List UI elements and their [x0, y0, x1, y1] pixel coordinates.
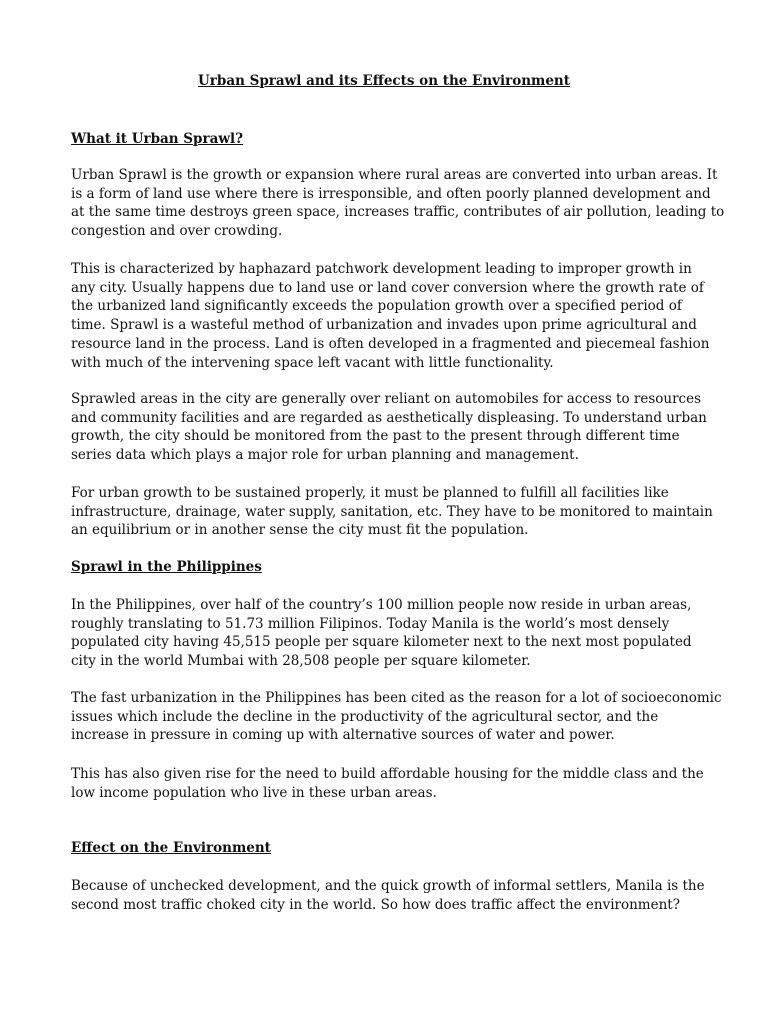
paragraph-sustained-growth — [71, 484, 711, 540]
text-line: resource land in the process. Land is often developed in a fragmented and piecemeal fashion — [71, 335, 710, 352]
paragraph-characteristics — [71, 260, 711, 372]
paragraph-philippines-population — [71, 596, 711, 671]
text-line: Because of unchecked development, and the quick growth of informal settlers, Manila is the — [71, 878, 705, 894]
paragraph-traffic — [71, 877, 711, 914]
text-line: the urbanized land significantly exceeds the population growth over a specified period of — [71, 298, 682, 315]
document-title: Urban Sprawl and its Effects on the Environment — [198, 73, 570, 89]
text-line: second most traffic choked city in the world. So how does traffic affect the environment? — [71, 896, 680, 913]
paragraph-urbanization-issues — [71, 689, 722, 745]
text-line: For urban growth to be sustained properly, it must be planned to fulfill all facilities like — [71, 485, 669, 501]
text-line: issues which include the decline in the productivity of the agricultural sector, and the — [71, 708, 659, 725]
text-line: with much of the intervening space left vacant with little functionality. — [71, 354, 554, 371]
text-line: city in the world Mumbai with 28,508 people per square kilometer. — [71, 653, 531, 670]
text-line: is a form of land use where there is irresponsible, and often poorly planned development and — [71, 185, 711, 202]
heading-sprawl-in-philippines: Sprawl in the Philippines — [71, 559, 262, 575]
paragraph-definition — [71, 166, 725, 241]
text-line: congestion and over crowding. — [71, 223, 283, 240]
text-line: any city. Usually happens due to land use or land cover conversion where the growth rate of — [71, 279, 704, 296]
text-line: low income population who live in these urban areas. — [71, 784, 437, 801]
text-line: time. Sprawl is a wasteful method of urbanization and invades upon prime agricultural and — [71, 317, 697, 334]
text-line: Urban Sprawl is the growth or expansion where rural areas are converted into urban areas. It — [71, 167, 718, 183]
paragraph-affordable-housing — [71, 765, 711, 802]
text-line: In the Philippines, over half of the country’s 100 million people now reside in urban areas, — [71, 597, 692, 613]
text-line: increase in pressure in coming up with alternative sources of water and power. — [71, 727, 615, 744]
paragraph-sprawled-areas — [71, 390, 711, 465]
text-line: roughly translating to 51.73 million Filipinos. Today Manila is the world’s most densely — [71, 615, 670, 632]
text-line: at the same time destroys green space, increases traffic, contributes of air pollution, leading to — [71, 204, 725, 221]
text-line: series data which plays a major role for urban planning and management. — [71, 447, 579, 464]
text-line: populated city having 45,515 people per square kilometer next to the next most populated — [71, 634, 692, 651]
text-line: an equilibrium or in another sense the city must fit the population. — [71, 522, 529, 539]
text-line: and community facilities and are regarded as aesthetically displeasing. To understand urban — [71, 409, 707, 426]
text-line: The fast urbanization in the Philippines has been cited as the reason for a lot of socioeconomic — [71, 690, 722, 706]
text-line: This is characterized by haphazard patchwork development leading to improper growth in — [71, 261, 692, 277]
heading-effect-on-environment: Effect on the Environment — [71, 840, 271, 856]
text-line: Sprawled areas in the city are generally over reliant on automobiles for access to resources — [71, 391, 702, 407]
text-line: This has also given rise for the need to build affordable housing for the middle class and the — [71, 766, 704, 782]
heading-what-is-urban-sprawl: What it Urban Sprawl? — [71, 131, 244, 147]
text-line: growth, the city should be monitored from the past to the present through different time — [71, 428, 680, 445]
text-line: infrastructure, drainage, water supply, sanitation, etc. They have to be monitored to maintain — [71, 503, 713, 520]
